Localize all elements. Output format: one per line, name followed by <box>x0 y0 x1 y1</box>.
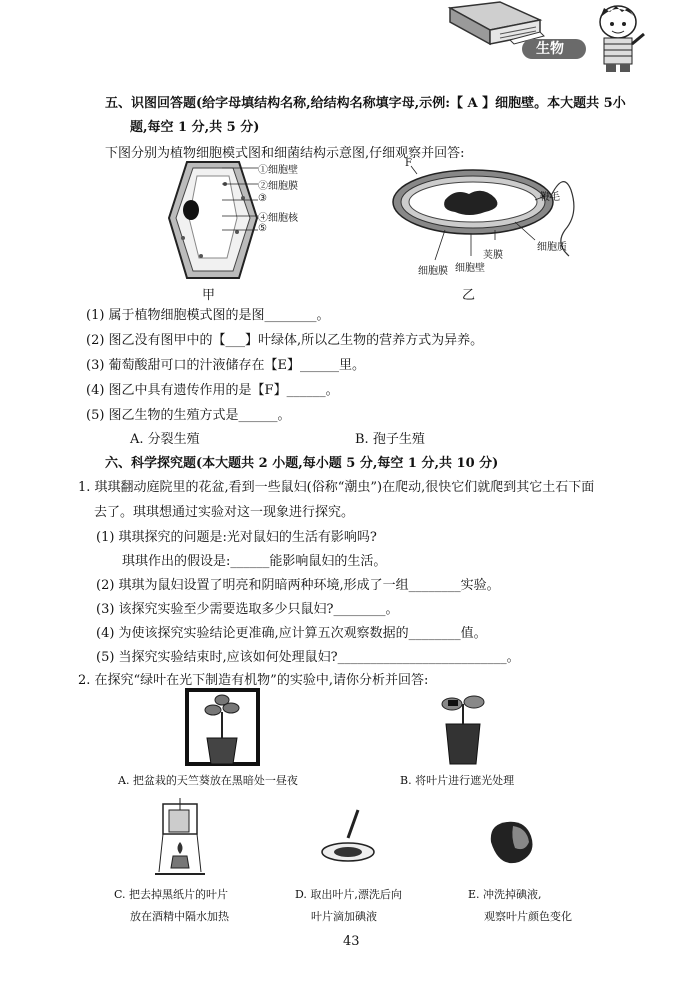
plant-label-1: ①细胞壁 <box>258 165 298 176</box>
problem2-line1: 2. 在探究“绿叶在光下制造有机物”的实验中,请你分析并回答: <box>78 673 429 688</box>
step-a-caption: A. 把盆栽的天竺葵放在黑暗处一昼夜 <box>118 774 298 787</box>
step-c-caption-1: C. 把去掉黑纸片的叶片 <box>114 888 229 901</box>
bacterium-label-f: F <box>405 158 412 169</box>
subject-label: 生物 <box>536 41 564 57</box>
step-d-caption-2: 叶片滴加碘液 <box>311 910 377 923</box>
section5-intro: 下图分别为植物细胞模式图和细菌结构示意图,仔细观察并回答: <box>105 146 465 161</box>
figure-jia-caption: 甲 <box>202 288 216 303</box>
step-c-illustration <box>155 796 205 878</box>
bacterium-label-wall: 细胞壁 <box>455 263 485 274</box>
problem1-q1: (1) 琪琪探究的问题是:光对鼠妇的生活有影响吗? <box>96 530 377 545</box>
problem1-q5: (5) 当探究实验结束时,应该如何处理鼠妇?__________________________。 <box>96 650 520 665</box>
step-e-illustration <box>485 818 537 866</box>
bacterium-label-membrane: 细胞膜 <box>418 266 448 277</box>
problem1-q4: (4) 为使该探究实验结论更准确,应计算五次观察数据的________值。 <box>96 626 487 641</box>
plant-label-4: ④细胞核 <box>258 213 298 224</box>
bacterium-label-capsule: 荚膜 <box>483 250 503 261</box>
question-5-4: (4) 图乙中具有遗传作用的是【F】______。 <box>86 383 339 398</box>
problem1-q3: (3) 该探究实验至少需要选取多少只鼠妇?________。 <box>96 602 399 617</box>
plant-label-5: ⑤ <box>258 223 267 234</box>
option-a: A. 分裂生殖 <box>130 432 200 447</box>
problem1-line1: 1. 琪琪翻动庭院里的花盆,看到一些鼠妇(俗称“潮虫”)在爬动,很快它们就爬到其它土石下面 <box>78 480 595 495</box>
bacterium-label-flagellum: 鞭毛 <box>540 192 560 203</box>
step-e-caption-1: E. 冲洗掉碘液, <box>468 888 542 901</box>
question-5-3: (3) 葡萄酸甜可口的汁液储存在【E】______里。 <box>86 358 366 373</box>
section5-title-line1: 五、识图回答题(给字母填结构名称,给结构名称填字母,示例:【 A 】细胞壁。本大题共 5小 <box>105 96 626 111</box>
section5-title-line2: 题,每空 1 分,共 5 分) <box>130 120 260 135</box>
section6-title: 六、科学探究题(本大题共 2 小题,每小题 5 分,每空 1 分,共 10 分) <box>105 456 499 471</box>
step-d-illustration <box>318 808 378 868</box>
cartoon-boy-icon <box>588 0 648 74</box>
problem1-q2: (2) 琪琪为鼠妇设置了明亮和阴暗两种环境,形成了一组________实验。 <box>96 578 500 593</box>
plant-cell-leader-lines <box>220 160 260 240</box>
question-5-5: (5) 图乙生物的生殖方式是______。 <box>86 408 291 423</box>
question-5-1: (1) 属于植物细胞模式图的是图________。 <box>86 308 330 323</box>
step-e-caption-2: 观察叶片颜色变化 <box>484 910 572 923</box>
step-c-caption-2: 放在酒精中隔水加热 <box>130 910 229 923</box>
question-5-2: (2) 图乙没有图甲中的【___】叶绿体,所以乙生物的营养方式为异养。 <box>86 333 484 348</box>
step-a-illustration <box>185 688 260 766</box>
figure-yi-caption: 乙 <box>462 288 476 303</box>
step-d-caption-1: D. 取出叶片,漂洗后向 <box>295 888 402 901</box>
problem1-q1b: 琪琪作出的假设是:______能影响鼠妇的生活。 <box>122 554 387 569</box>
plant-label-3: ③ <box>258 193 267 204</box>
step-b-caption: B. 将叶片进行遮光处理 <box>400 774 515 787</box>
problem1-line2: 去了。琪琪想通过实验对这一现象进行探究。 <box>94 505 355 520</box>
page-number: 43 <box>343 934 360 949</box>
step-b-illustration <box>430 690 495 766</box>
bacterium-label-cytoplasm: 细胞质 <box>537 242 567 253</box>
option-b: B. 孢子生殖 <box>355 432 425 447</box>
plant-label-2: ②细胞膜 <box>258 181 298 192</box>
